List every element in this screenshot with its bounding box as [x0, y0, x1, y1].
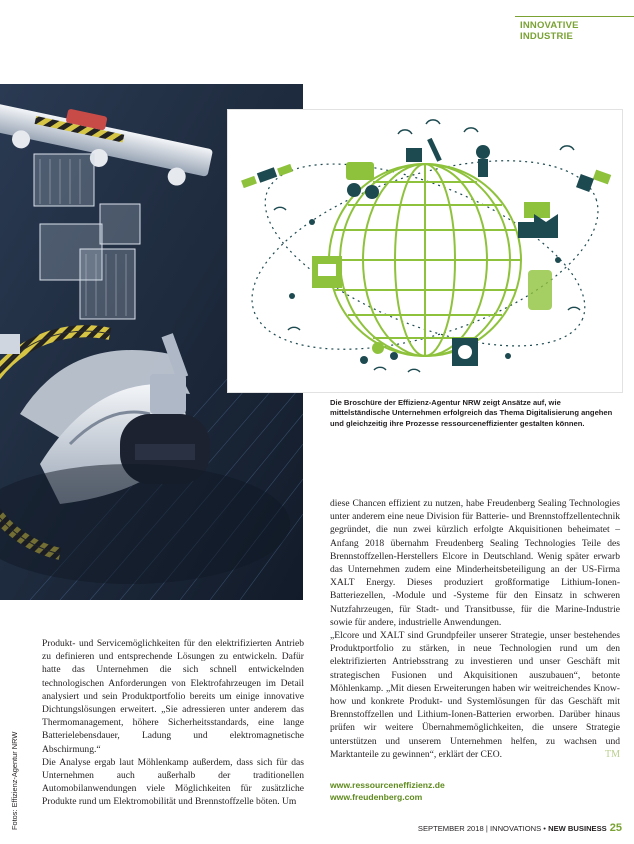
- article-paragraph: Die Analyse ergab laut Möhlenkamp außerdem, dass sich für das Unternehmen auch außerhalb der traditionellen Automobilanwendungen viele Möglichkeiten für zusätzliche Produkte rund um Elektromobilität und Brennstoffzelle böten. Um: [42, 756, 304, 808]
- article-paragraph: diese Chancen effizient zu nutzen, habe Freudenberg Sealing Technologies unter anderem eine neue Division für Batterie- und Brennstoffzellentechnik gegründet, die nun zwei kürzlich erfolgte Akquisitionen beheimatet – Anfang 2018 übernahm Freudenberg Sealing Technologies Teile des Brennstoffzellen-Herstellers Elcore in Deutschland. Wenig später erwarb das Unternehmen zudem eine Minderheitsbeteiligung an der US-Firma XALT Energy. Dieses produziert großformatige Lithium-Ionen-Batteriezellen, -Module und -Systeme für den Einsatz in schweren Nutzfahrzeugen, für Stadt- und Transitbusse, für die Marine-Industrie sowie für andere, industrielle Anwendungen.: [330, 498, 620, 628]
- article-column-right: [330, 497, 620, 761]
- article-column-left: [42, 637, 304, 809]
- digitalisation-illustration: [228, 110, 622, 392]
- footer-brand: NEW BUSINESS: [548, 824, 607, 833]
- illustration-caption: Die Broschüre der Effizienz-Agentur NRW zeigt Ansätze auf, wie mittelständische Unternehmen erfolgreich das Thema Digitalisierung angehen und gleichzeitig ihre Prozesse ressourceneffizienter gestalten können.: [330, 398, 613, 428]
- link-freudenberg[interactable]: www.freudenberg.com: [330, 792, 423, 802]
- footer-section: INNOVATIONS: [489, 824, 542, 833]
- web-links: [330, 779, 445, 803]
- end-mark: TM: [605, 748, 620, 760]
- footer-separator: |: [485, 824, 488, 833]
- article-paragraph: Produkt- und Servicemöglichkeiten für den elektrifizierten Antrieb zu definieren und entsprechende Lösungen zu entwickeln. Dafür hatte das Unternehmen die sich schnell entwickelnden technologischen Anforderungen von Elektrofahrzeugen im Detail analysiert und sein Produktportfolio bereits um einige innovative Dichtungslösungen erweitert. „Sie adressieren unter anderem das Thermomanagement, höhere Sicherheitsstandards, eine lange Batterielebensdauer, Ladung und elektromagnetische Abschirmung.“: [42, 638, 304, 755]
- article-paragraph-text: „Elcore und XALT sind Grundpfeiler unserer Strategie, unser bestehendes Produktportfolio zu stärken, in neue Technologien rund um den elektrifizierten Antriebsstrang zu investieren und unser Geschäft mit strategischen Fusionen und Akquisitionen auszubauen“, betonte Möhlenkamp. „Mit diesen Erweiterungen haben wir weitreichendes Know-how und konkrete Produkt- und Systemlösungen für das Geschäft mit Brennstoffzellen und Lithium-Ionen-Batterien erworben. Darüber hinaus prüfen wir weitere Übernahmemöglichkeiten, die unsere Strategie unterstützen und unserem Unternehmen helfen, zu wachsen und Marktanteile zu gewinnen“, erklärt der CEO.: [330, 630, 620, 760]
- article-paragraph: [330, 629, 620, 761]
- page-footer: [418, 822, 622, 834]
- page-number: 25: [609, 822, 622, 834]
- footer-bullet: •: [543, 824, 546, 833]
- photo-credit: Fotos: Effizienz-Agentur NRW: [10, 731, 19, 830]
- link-ressourceneffizienz[interactable]: www.ressourceneffizienz.de: [330, 780, 445, 790]
- footer-date: SEPTEMBER 2018: [417, 824, 484, 833]
- section-label: INNOVATIVE INDUSTRIE: [520, 20, 579, 42]
